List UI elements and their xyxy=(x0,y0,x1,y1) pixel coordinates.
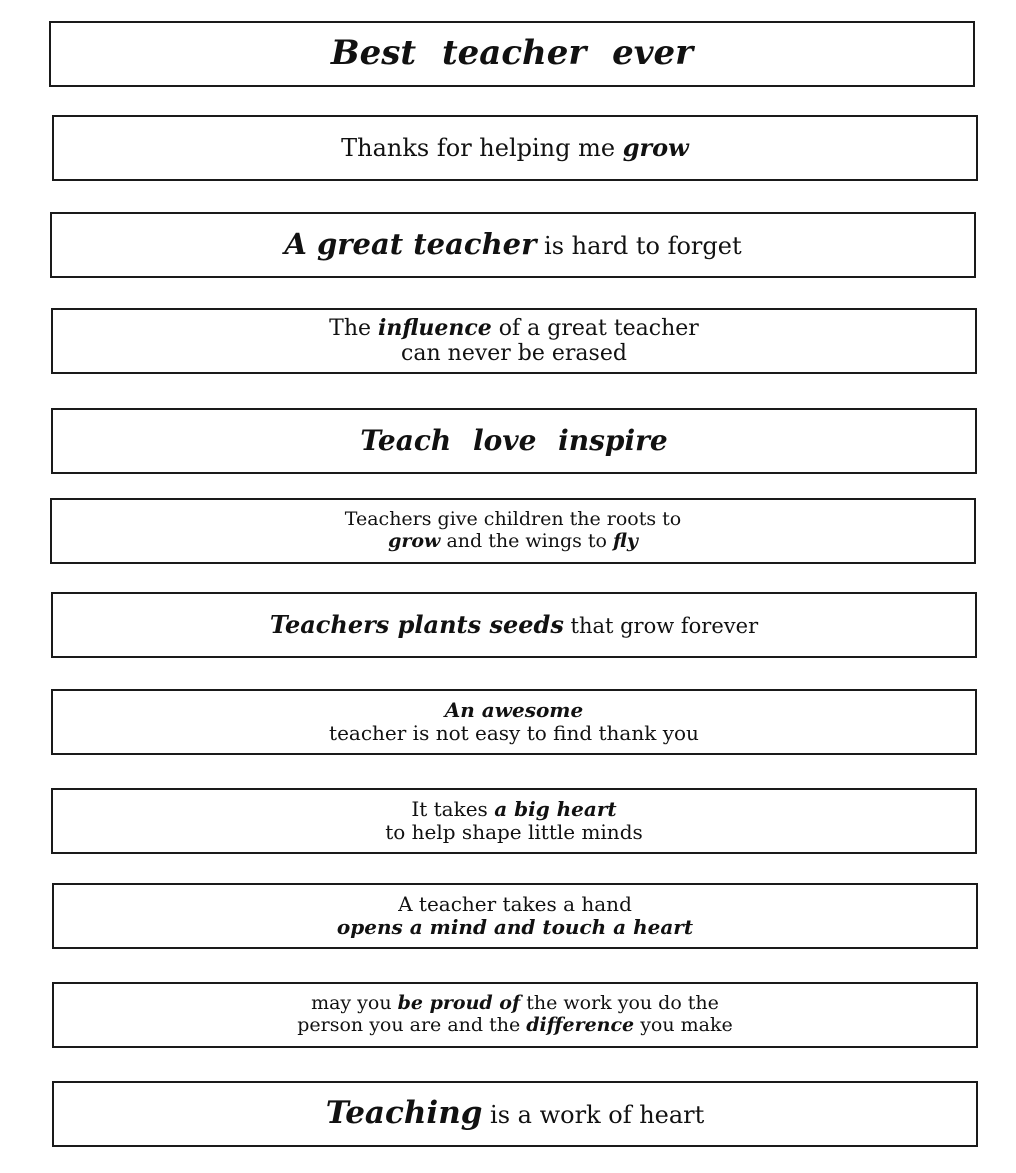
quote-strip-11 xyxy=(52,982,978,1048)
quote-strip-2 xyxy=(52,115,978,181)
script-text: A great teacher xyxy=(284,227,537,262)
plain-text: It takes xyxy=(411,797,495,821)
quote-strip-8 xyxy=(51,689,977,755)
plain-text: Thanks for helping me xyxy=(341,133,623,162)
quote-strip-4 xyxy=(51,308,977,374)
plain-text: to help shape little minds xyxy=(385,820,643,844)
plain-text: and the wings to xyxy=(440,530,614,552)
script-text: Best teacher ever xyxy=(330,33,694,74)
quote-strip-3 xyxy=(50,212,976,278)
plain-text: the work you do the xyxy=(520,992,719,1015)
plain-text: you make xyxy=(634,1014,733,1036)
quote-strip-1 xyxy=(49,21,975,87)
plain-text: teacher is not easy to find thank you xyxy=(329,721,699,745)
script-text: be proud of xyxy=(397,992,521,1015)
script-text: Teaching xyxy=(325,1095,483,1132)
plain-text: is hard to forget xyxy=(536,232,742,261)
quote-strip-5 xyxy=(51,408,977,474)
script-text: influence xyxy=(378,314,492,341)
script-text: a big heart xyxy=(494,797,617,821)
script-text: Teachers plants seeds xyxy=(269,610,564,640)
plain-text: person you are and the xyxy=(297,1014,527,1036)
script-text: An awesome xyxy=(444,698,584,722)
plain-text: of a great teacher xyxy=(491,315,699,341)
script-text: Teach love inspire xyxy=(360,423,668,457)
script-text: fly xyxy=(613,530,638,552)
script-text: difference xyxy=(526,1014,635,1036)
script-text: opens a mind and touch a heart xyxy=(336,915,694,939)
quote-strip-12 xyxy=(52,1081,978,1147)
script-text: grow xyxy=(388,530,441,552)
plain-text: Teachers give children the roots to xyxy=(344,508,682,531)
plain-text: that grow forever xyxy=(563,614,759,639)
plain-text: is a work of heart xyxy=(482,1101,705,1130)
quote-strip-7 xyxy=(51,592,977,658)
quote-strip-6 xyxy=(50,498,976,564)
quote-strip-9 xyxy=(51,788,977,854)
quote-strip-10 xyxy=(52,883,978,949)
plain-text: The xyxy=(329,315,379,341)
script-text: grow xyxy=(622,132,689,162)
plain-text: can never be erased xyxy=(401,341,627,366)
plain-text: A teacher takes a hand xyxy=(398,892,632,916)
plain-text: may you xyxy=(311,992,398,1015)
